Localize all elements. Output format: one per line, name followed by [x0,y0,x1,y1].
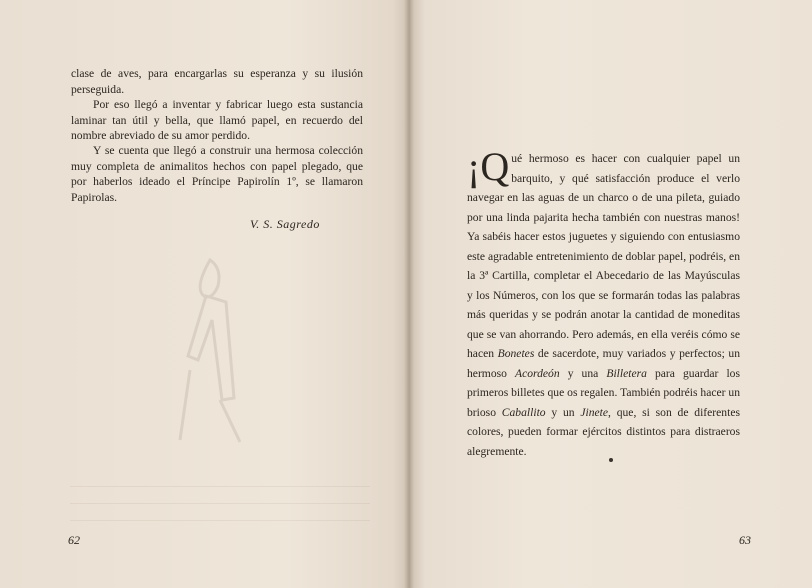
text-run: y una [559,366,607,380]
bleed-through-illustration [150,250,270,450]
text-run: para guardar los primeros billetes que os regalen. También podréis hacer un brioso [467,366,740,419]
emphasis: Acordeón [514,366,560,380]
text-run: ué hermoso es hacer con cualquier papel un barquito, y qué satisfacción produce el verlo navegar en las aguas de un charco o de una pileta, guiado por una linda pajarita hecha también con nuestras manos! Ya sabéis hacer estos juguetes y siguiendo con entusiasmo este agradable entretenimiento de doblar papel, podréis, en la 3ª Cartilla, completar el Abecedario de las Mayúsculas y los Números, con los que se formarán todas las palabras más queridas y se podrán anotar la cantidad de moneditas que se van ahorrando. Pero además, en ella veréis cómo se hacen [467,152,740,360]
emphasis: Bonetes [497,347,535,360]
author-signature: V. S. Sagredo [250,217,320,231]
page-number: 62 [68,533,80,547]
emphasis: Caballito [501,405,546,419]
ornament-dot [609,458,613,462]
drop-cap: ¡Q [467,144,510,189]
emphasis: Jinete [580,405,609,419]
paragraph [467,144,740,461]
right-page [409,0,812,588]
bleed-through-text [70,470,370,527]
paragraph: Y se cuenta que llegó a construir una hermosa colección muy completa de animalitos hechos con papel plegado, que por haberlos ideado el Príncipe Papirolín 1º, se llamaron Papirolas. [71,144,363,204]
text-run: , que, si son de diferentes colores, pueden formar ejércitos distintos para distraeros alegremente. [467,405,740,458]
paragraph: Por eso llegó a inventar y fabricar luego esta sustancia laminar tan útil y bella, que llamó papel, en recuerdo del nombre abreviado de su amor perdido. [71,98,363,143]
paragraph: clase de aves, para encargarlas su esperanza y su ilusión perseguida. [71,67,363,96]
emphasis: Billetera [606,366,647,380]
book-gutter [404,0,414,588]
text-run: y un [545,405,581,419]
text-run: de sacerdote, muy variados y perfectos; un hermoso [467,347,740,380]
page-number: 63 [739,533,751,547]
